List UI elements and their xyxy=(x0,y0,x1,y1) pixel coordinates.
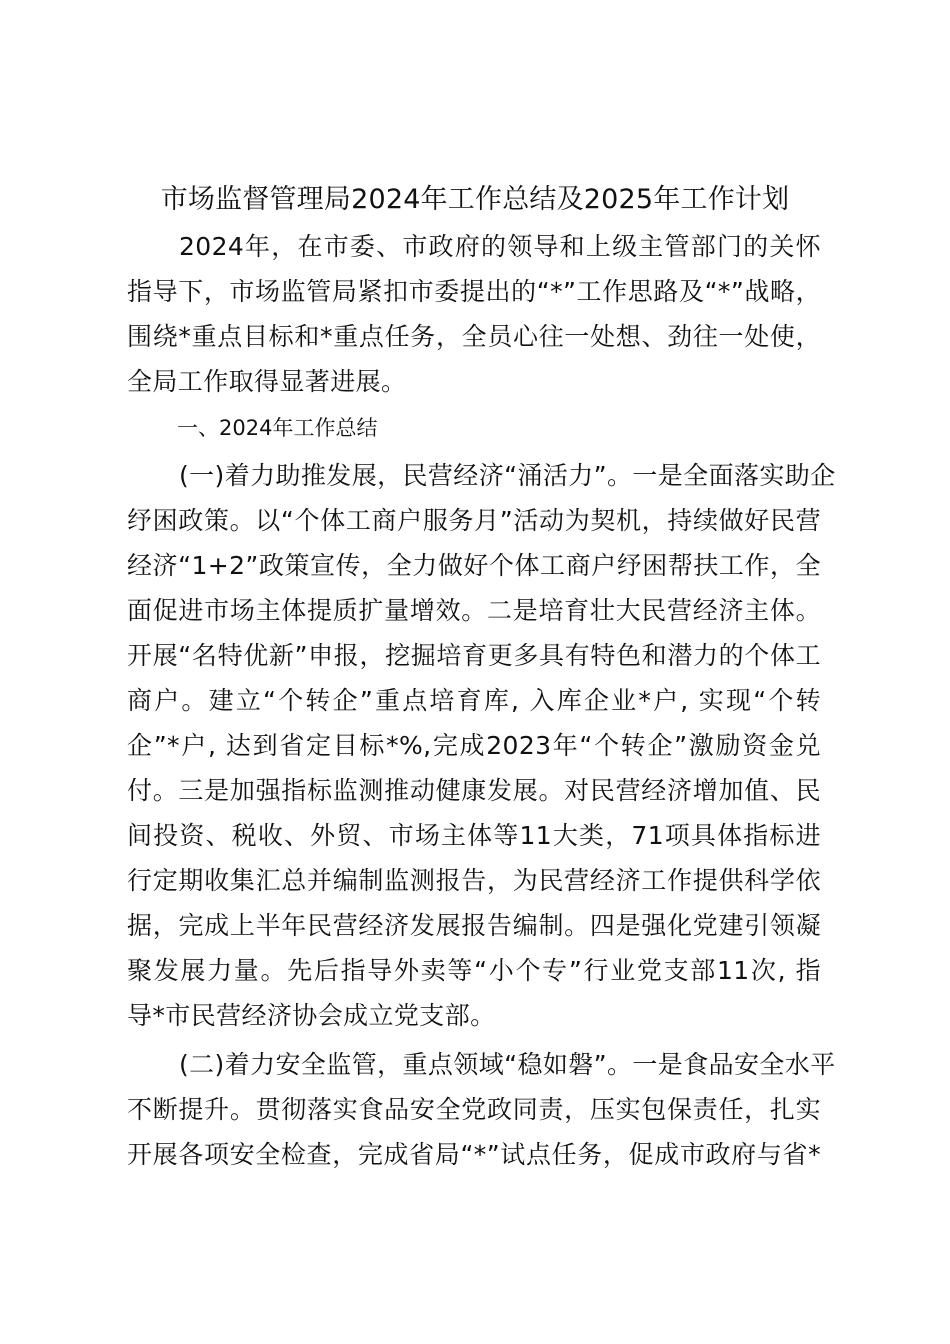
text-line: 开展“名特优新”申报，挖掘培育更多具有特色和潜力的个体工 xyxy=(127,641,821,670)
text-line: 企”*户, 达到省定目标*%,完成2023年“个转企”激励资金兑 xyxy=(127,731,821,760)
text-line: 行定期收集汇总并编制监测报告，为民营经济工作提供科学依 xyxy=(127,866,821,895)
text-line: 面促进市场主体提质扩量增效。二是培育壮大民营经济主体。 xyxy=(127,596,821,625)
intro-paragraph xyxy=(127,224,821,404)
text-line: 付。三是加强指标监测推动健康发展。对民营经济增加值、民 xyxy=(127,776,821,805)
document-title: 市场监督管理局2024年工作总结及2025年工作计划 xyxy=(160,184,790,215)
text-line: (一)着力助推发展，民营经济“涌活力”。一是全面落实助企 xyxy=(179,461,836,490)
text-line: 2024年，在市委、市政府的领导和上级主管部门的关怀 xyxy=(179,232,821,261)
text-line: 开展各项安全检查，完成省局“*”试点任务，促成市政府与省* xyxy=(127,1140,821,1169)
paragraph-2 xyxy=(127,1042,836,1177)
text-line: 纾困政策。以“个体工商户服务月”活动为契机，持续做好民营 xyxy=(127,506,821,535)
text-line: 间投资、税收、外贸、市场主体等11大类，71项具体指标进 xyxy=(127,821,821,850)
text-line: 聚发展力量。先后指导外卖等“小个专”行业党支部11次, 指 xyxy=(127,956,821,985)
section-heading: 一、2024年工作总结 xyxy=(177,416,378,440)
text-line: 据，完成上半年民营经济发展报告编制。四是强化党建引领凝 xyxy=(127,911,821,940)
text-line: (二)着力安全监管，重点领域“稳如磐”。一是食品安全水平 xyxy=(179,1050,836,1079)
paragraph-1 xyxy=(127,453,836,1038)
text-line: 全局工作取得显著进展。 xyxy=(127,367,407,396)
text-line: 经济“1+2”政策宣传，全力做好个体工商户纾困帮扶工作，全 xyxy=(127,551,821,580)
text-line: 导*市民营经济协会成立党支部。 xyxy=(127,1001,496,1030)
text-line: 不断提升。贯彻落实食品安全党政同责，压实包保责任，扎实 xyxy=(127,1095,821,1124)
text-line: 商户。建立“个转企”重点培育库, 入库企业*户, 实现“个转 xyxy=(127,686,821,715)
document-body xyxy=(127,224,836,1177)
text-line: 围绕*重点目标和*重点任务，全员心往一处想、劲往一处使， xyxy=(127,322,821,351)
text-line: 指导下，市场监管局紧扣市委提出的“*”工作思路及“*”战略， xyxy=(127,277,821,306)
